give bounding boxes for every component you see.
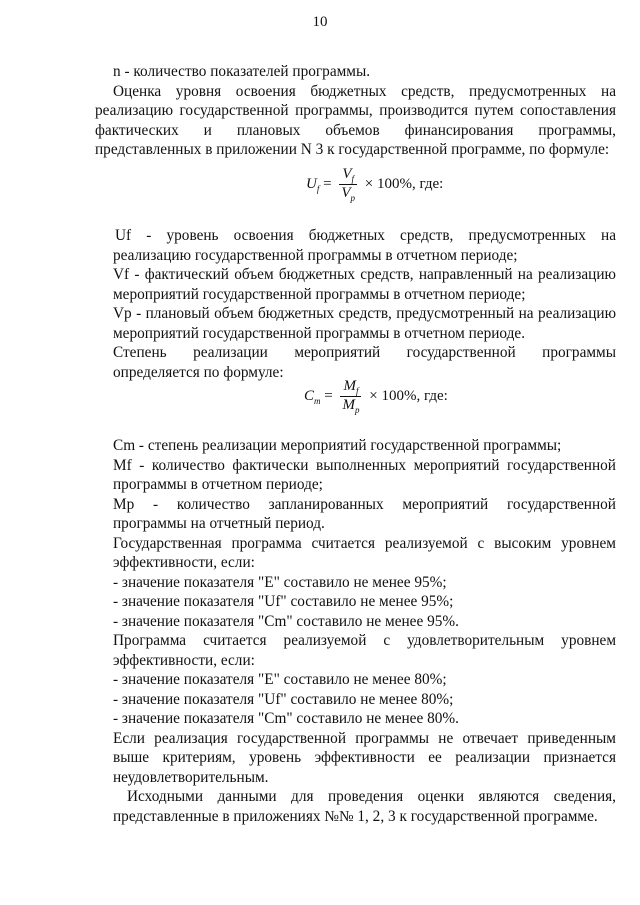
formula-cm-numerator: $M_f$ xyxy=(340,378,361,397)
formula-uf-lhs: U xyxy=(306,175,317,192)
paragraph-satisfactory-efficiency: Программа считается реализуемой с удовлетворительным уровнем эффективности, если: xyxy=(113,632,616,669)
paragraph-unsatisfactory: Если реализация государственной программы не отвечает приведенным выше критериям, уровень эффективности ее реализации признается неудовлетворительным. xyxy=(113,729,616,786)
paragraph-vp-definition: Vp - плановый объем бюджетных средств, предусмотренный на реализацию мероприятий государственной программы в отчетном периоде. xyxy=(113,305,616,342)
formula-cm-tail: × 100%, где: xyxy=(369,387,448,404)
paragraph-n-definition: n - количество показателей программы. xyxy=(113,63,371,80)
formula-uf-equals: = xyxy=(323,175,332,192)
paragraph-source-data: Исходными данными для проведения оценки являются сведения, представленные в приложениях №№ 1, 2, 3 к государственной программе. xyxy=(113,788,616,825)
list-item-high-cm: - значение показателя "Cm" составило не менее 95%. xyxy=(113,612,459,630)
text-block-bottom xyxy=(113,436,616,826)
paragraph-cm-method: Степень реализации мероприятий государственной программы определяется по формуле: xyxy=(113,344,616,381)
formula-cm-lhs-sub: m xyxy=(314,395,321,406)
formula-cm-equals: = xyxy=(324,387,333,404)
formula-cm-lhs: C xyxy=(304,387,315,404)
text-block-top xyxy=(95,62,616,160)
formula-cm-fraction xyxy=(340,378,361,415)
paragraph-vf-definition: Vf - фактический объем бюджетных средств, направленный на реализацию мероприятий государственной программы в отчетном периоде; xyxy=(113,266,616,303)
formula-uf xyxy=(306,166,443,203)
formula-cm-denominator: $M_p$ xyxy=(342,397,360,415)
paragraph-cm-definition: Cm - степень реализации мероприятий государственной программы; xyxy=(113,437,562,454)
paragraph-uf-method: Оценка уровня освоения бюджетных средств, предусмотренных на реализацию государственной программы, производится путем сопоставления фактических и плановых объемов финансирования программы, представленных в приложении N 3 к государственной программе, по формуле: xyxy=(95,82,616,158)
text-block-middle xyxy=(113,226,616,382)
formula-uf-tail: × 100%, где: xyxy=(364,175,444,192)
list-item-high-uf: - значение показателя "Uf" составило не менее 95%; xyxy=(113,593,454,610)
list-item-sat-cm: - значение показателя "Cm" составило не менее 80%. xyxy=(113,710,459,727)
paragraph-high-efficiency: Государственная программа считается реализуемой с высоким уровнем эффективности, если: xyxy=(113,534,616,571)
formula-uf-fraction xyxy=(339,166,357,203)
page-number: 10 xyxy=(312,14,328,30)
formula-uf-denominator: $V_p$ xyxy=(341,185,355,203)
list-item-high-e: - значение показателя "E" составило не менее 95%; xyxy=(113,573,447,591)
paragraph-uf-definition: Uf - уровень освоения бюджетных средств, предусмотренных на реализацию государственной программы в отчетном периоде; xyxy=(113,227,616,264)
formula-uf-numerator: $V_f$ xyxy=(339,166,357,185)
paragraph-mp-definition: Mp - количество запланированных мероприятий государственной программы на отчетный период. xyxy=(113,495,616,532)
formula-cm xyxy=(304,378,448,415)
list-item-sat-uf: - значение показателя "Uf" составило не менее 80%; xyxy=(113,690,454,708)
formula-uf-lhs-sub: f xyxy=(316,183,320,194)
paragraph-mf-definition: Mf - количество фактически выполненных мероприятий государственной программы в отчетном периоде; xyxy=(113,456,616,493)
list-item-sat-e: - значение показателя "E" составило не менее 80%; xyxy=(113,671,447,688)
